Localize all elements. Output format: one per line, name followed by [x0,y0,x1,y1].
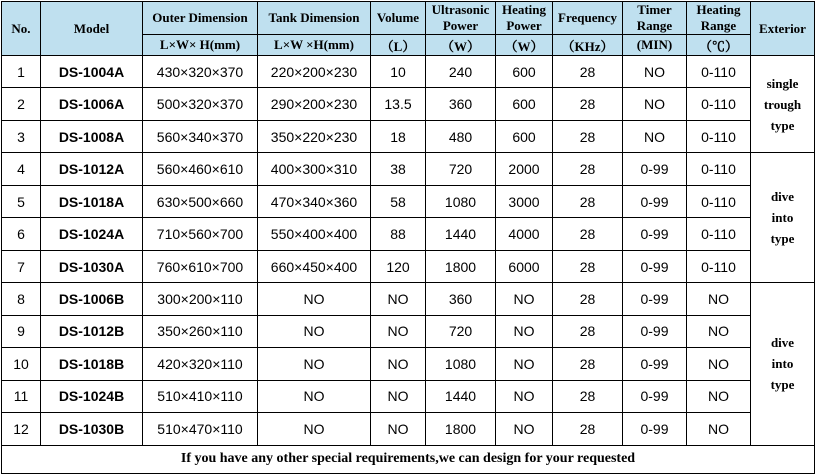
cell-tank-dimension: 550×400×400 [258,218,371,250]
cell-model: DS-1012A [41,153,143,185]
table-row [2,185,815,217]
cell-ultrasonic-power: 1080 [426,185,496,217]
cell-no: 10 [2,348,41,380]
table-row [2,380,815,412]
cell-volume: NO [371,348,426,380]
unit-heating-power: （W） [496,35,553,56]
cell-model: DS-1006B [41,283,143,315]
exterior-cell-dive-into-b [751,283,815,445]
cell-heating-power: 2000 [496,153,553,185]
cell-no: 6 [2,218,41,250]
cell-no: 7 [2,250,41,282]
cell-outer-dimension: 560×460×610 [143,153,258,185]
footer-row [2,445,815,473]
cell-timer-range: 0-99 [623,218,687,250]
cell-heating-range: NO [687,413,751,445]
cell-heating-power: 600 [496,56,553,88]
cell-no: 4 [2,153,41,185]
cell-frequency: 28 [553,380,623,412]
cell-volume: 38 [371,153,426,185]
cell-heating-power: NO [496,348,553,380]
table-row [2,218,815,250]
cell-tank-dimension: 470×340×360 [258,185,371,217]
cell-heating-power: 600 [496,88,553,120]
unit-frequency: （KHz） [553,35,623,56]
cell-ultrasonic-power: 1080 [426,348,496,380]
heating-power-line2: Power [506,18,542,33]
unit-outer-dimension: L×W× H(mm) [143,35,258,56]
cell-outer-dimension: 630×500×660 [143,185,258,217]
cell-heating-power: 6000 [496,250,553,282]
cell-outer-dimension: 350×260×110 [143,315,258,347]
cell-heating-range: 0-110 [687,120,751,152]
unit-heating-range: （℃） [687,35,751,56]
cell-outer-dimension: 510×410×110 [143,380,258,412]
cell-outer-dimension: 300×200×110 [143,283,258,315]
cell-heating-range: 0-110 [687,218,751,250]
table-row [2,413,815,445]
cell-no: 5 [2,185,41,217]
cell-model: DS-1030A [41,250,143,282]
cell-outer-dimension: 420×320×110 [143,348,258,380]
cell-ultrasonic-power: 1440 [426,218,496,250]
table-row [2,348,815,380]
cell-volume: NO [371,380,426,412]
col-header-exterior: Exterior [751,2,815,56]
cell-heating-range: NO [687,315,751,347]
cell-tank-dimension: 400×300×310 [258,153,371,185]
cell-outer-dimension: 500×320×370 [143,88,258,120]
exterior-line: into [771,356,794,372]
cell-tank-dimension: 290×200×230 [258,88,371,120]
cell-model: DS-1024A [41,218,143,250]
exterior-line: single [766,75,799,91]
cell-ultrasonic-power: 720 [426,315,496,347]
cell-outer-dimension: 560×340×370 [143,120,258,152]
cell-model: DS-1030B [41,413,143,445]
exterior-cell-single-trough [751,56,815,153]
cell-volume: 10 [371,56,426,88]
cell-heating-power: 3000 [496,185,553,217]
col-header-outer-dimension: Outer Dimension [143,2,258,35]
cell-timer-range: 0-99 [623,380,687,412]
header-row [2,2,815,35]
table-row [2,88,815,120]
cell-volume: NO [371,283,426,315]
cell-timer-range: 0-99 [623,283,687,315]
cell-timer-range: 0-99 [623,348,687,380]
col-header-model: Model [41,2,143,56]
cell-frequency: 28 [553,283,623,315]
cell-ultrasonic-power: 240 [426,56,496,88]
cell-tank-dimension: 350×220×230 [258,120,371,152]
cell-ultrasonic-power: 1440 [426,380,496,412]
col-header-heating-power [496,2,553,35]
table-row [2,120,815,152]
cell-model: DS-1004A [41,56,143,88]
cell-model: DS-1012B [41,315,143,347]
cell-timer-range: 0-99 [623,315,687,347]
col-header-ultrasonic-power [426,2,496,35]
cell-no: 3 [2,120,41,152]
cell-timer-range: NO [623,88,687,120]
cell-heating-power: NO [496,413,553,445]
cell-heating-power: 600 [496,120,553,152]
col-header-frequency: Frequency [553,2,623,35]
cell-outer-dimension: 510×470×110 [143,413,258,445]
heating-range-line1: Heating [696,2,741,17]
cell-model: DS-1018B [41,348,143,380]
col-header-no: No. [2,2,41,56]
col-header-volume: Volume [371,2,426,35]
exterior-line: dive [770,335,795,351]
cell-frequency: 28 [553,218,623,250]
cell-heating-power: NO [496,315,553,347]
cell-heating-range: NO [687,380,751,412]
cell-frequency: 28 [553,250,623,282]
table-row [2,315,815,347]
table-row [2,153,815,185]
cell-heating-range: 0-110 [687,185,751,217]
col-header-timer-range [623,2,687,35]
col-header-tank-dimension: Tank Dimension [258,2,371,35]
cell-no: 12 [2,413,41,445]
cell-volume: 58 [371,185,426,217]
cell-heating-power: NO [496,283,553,315]
cell-timer-range: NO [623,120,687,152]
cell-no: 9 [2,315,41,347]
cell-volume: NO [371,315,426,347]
cell-outer-dimension: 430×320×370 [143,56,258,88]
table-row [2,283,815,315]
cell-frequency: 28 [553,120,623,152]
heating-power-line1: Heating [501,2,547,17]
cell-no: 8 [2,283,41,315]
footer-note: If you have any other special requirements,we can design for your requested [2,445,815,473]
cell-frequency: 28 [553,88,623,120]
unit-timer-range: (MIN) [623,35,687,56]
exterior-line: dive [770,189,795,205]
cell-tank-dimension: NO [258,283,371,315]
product-spec-table [1,1,815,474]
ultrasonic-power-line2: Power [442,18,479,33]
cell-outer-dimension: 710×560×700 [143,218,258,250]
cell-volume: 120 [371,250,426,282]
cell-outer-dimension: 760×610×700 [143,250,258,282]
cell-model: DS-1018A [41,185,143,217]
cell-tank-dimension: NO [258,380,371,412]
cell-heating-range: 0-110 [687,250,751,282]
cell-no: 1 [2,56,41,88]
cell-volume: 18 [371,120,426,152]
cell-model: DS-1024B [41,380,143,412]
cell-heating-power: NO [496,380,553,412]
cell-timer-range: 0-99 [623,153,687,185]
cell-volume: NO [371,413,426,445]
cell-ultrasonic-power: 480 [426,120,496,152]
cell-no: 11 [2,380,41,412]
cell-volume: 13.5 [371,88,426,120]
cell-no: 2 [2,88,41,120]
cell-frequency: 28 [553,348,623,380]
exterior-line: type [770,377,795,393]
cell-frequency: 28 [553,315,623,347]
cell-heating-range: 0-110 [687,56,751,88]
cell-heating-range: NO [687,283,751,315]
cell-tank-dimension: NO [258,315,371,347]
cell-ultrasonic-power: 720 [426,153,496,185]
exterior-line: type [770,117,795,133]
timer-range-line1: Timer [637,2,672,17]
cell-model: DS-1006A [41,88,143,120]
cell-tank-dimension: 220×200×230 [258,56,371,88]
table-row [2,250,815,282]
cell-ultrasonic-power: 360 [426,88,496,120]
cell-ultrasonic-power: 1800 [426,413,496,445]
cell-volume: 88 [371,218,426,250]
heating-range-line2: Range [700,18,737,33]
cell-model: DS-1008A [41,120,143,152]
cell-timer-range: NO [623,56,687,88]
cell-frequency: 28 [553,185,623,217]
cell-ultrasonic-power: 1800 [426,250,496,282]
cell-heating-range: 0-110 [687,88,751,120]
cell-heating-range: 0-110 [687,153,751,185]
cell-frequency: 28 [553,153,623,185]
unit-ultrasonic-power: （W） [426,35,496,56]
cell-tank-dimension: NO [258,348,371,380]
table-row [2,56,815,88]
timer-range-line2: Range [636,18,673,33]
exterior-cell-dive-into-a [751,153,815,283]
cell-heating-range: NO [687,348,751,380]
unit-volume: （L） [371,35,426,56]
cell-frequency: 28 [553,56,623,88]
exterior-line: trough [763,96,802,112]
exterior-line: into [771,210,794,226]
cell-tank-dimension: NO [258,413,371,445]
exterior-line: type [770,231,795,247]
cell-frequency: 28 [553,413,623,445]
cell-timer-range: 0-99 [623,250,687,282]
cell-timer-range: 0-99 [623,185,687,217]
cell-heating-power: 4000 [496,218,553,250]
ultrasonic-power-line1: Ultrasonic [431,2,490,17]
cell-timer-range: 0-99 [623,413,687,445]
unit-tank-dimension: L×W ×H(mm) [258,35,371,56]
col-header-heating-range [687,2,751,35]
cell-ultrasonic-power: 360 [426,283,496,315]
cell-tank-dimension: 660×450×400 [258,250,371,282]
